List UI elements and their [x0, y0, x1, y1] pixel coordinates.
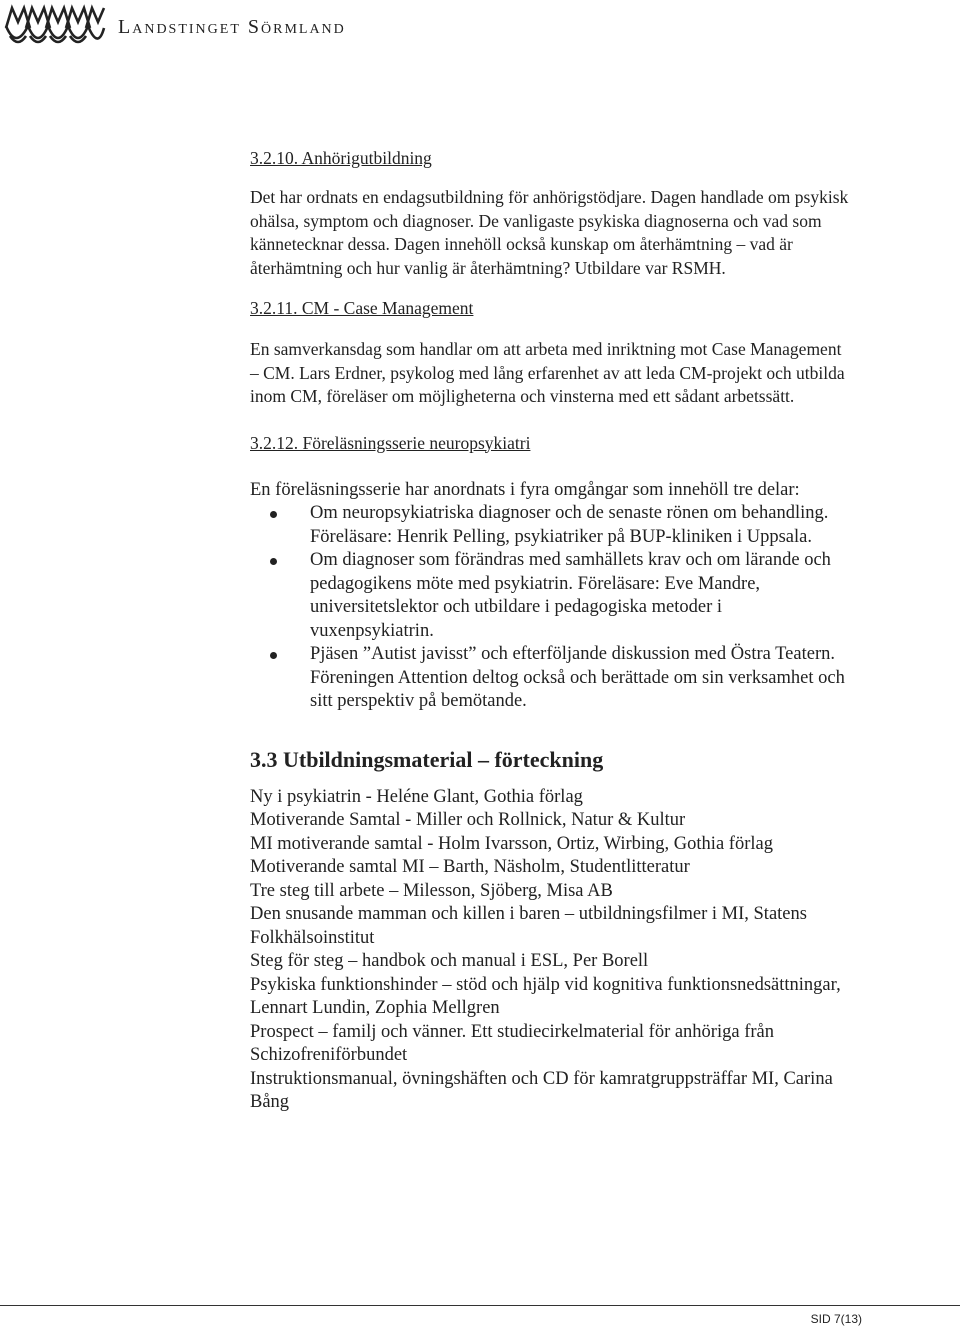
section-paragraph: Det har ordnats en endagsutbildning för anhörigstödjare. Dagen handlade om psykisk ohälsa, symptom och diagnoser. De vanligaste psykiska diagnoserna och vad som kännetecknar dessa. Dagen innehöll också kunskap om återhämtning – vad är återhämtning och hur vanlig är återhämtning? Utbildare var RSMH. [250, 187, 849, 278]
list-item: Psykiska funktionshinder – stöd och hjälp vid kognitiva funktionsnedsättningar, Lennart Lundin, Zophia Mellgren [250, 974, 841, 1018]
section-heading: 3.2.12. Föreläsningsserie neuropsykiatri [250, 432, 531, 453]
section-heading: 3.2.11. CM - Case Management [250, 298, 474, 318]
document-body [250, 146, 850, 1115]
section-3-3-heading: 3.3 Utbildningsmaterial – förteckning [250, 746, 604, 772]
bullet-icon [270, 558, 277, 565]
list-item: Pjäsen ”Autist javisst” och efterföljande diskussion med Östra Teatern. Föreningen Attention deltog också och berättade om sin verksamhet och sitt perspektiv på bemötande. [310, 643, 850, 714]
organization-name: Landstinget Sörmland [118, 15, 346, 38]
page-header [4, 2, 346, 52]
list-item: Om diagnoser som förändras med samhällets krav och om lärande och pedagogikens möte med psykiatrin. Föreläsare: Eve Mandre, universitetslektor och utbildare i pedagogiska metoder i vuxenpsykiatrin. [310, 549, 850, 643]
footer-divider [0, 1305, 960, 1306]
list-item: Steg för steg – handbok och manual i ESL, Per Borell [250, 951, 649, 971]
list-item: Den snusande mamman och killen i baren – utbildningsfilmer i MI, Statens Folkhälsoinstitut [250, 904, 807, 948]
bullet-icon [270, 511, 277, 518]
material-list [250, 786, 850, 1115]
landstinget-logo-icon [4, 2, 106, 52]
list-item: Motiverande Samtal - Miller och Rollnick, Natur & Kultur [250, 810, 686, 830]
list-item: Om neuropsykiatriska diagnoser och de senaste rönen om behandling. Föreläsare: Henrik Pelling, psykiatriker på BUP-kliniken i Uppsala. [310, 502, 850, 549]
list-item: Ny i psykiatrin - Heléne Glant, Gothia förlag [250, 786, 583, 807]
list-item: Tre steg till arbete – Milesson, Sjöberg, Misa AB [250, 880, 613, 901]
bullet-icon [270, 652, 277, 659]
section-3-2-11 [250, 296, 850, 409]
list-item: MI motiverande samtal - Holm Ivarsson, Ortiz, Wirbing, Gothia förlag [250, 833, 773, 854]
section-paragraph: En samverkansdag som handlar om att arbeta med inriktning mot Case Management – CM. Lars Erdner, psykolog med lång erfarenhet av att leda CM-projekt och utbilda inom CM, föreläser om möjligheterna och vinsterna med ett sådant arbetssätt. [250, 339, 845, 406]
list-item: Prospect – familj och vänner. Ett studiecirkelmaterial för anhöriga från Schizofreniförbundet [250, 1021, 774, 1065]
section-3-2-12 [250, 431, 850, 714]
list-item: Instruktionsmanual, övningshäften och CD för kamratgruppsträffar MI, Carina Bång [250, 1068, 833, 1112]
bullet-list [250, 502, 850, 714]
page-number: SID 7(13) [810, 1312, 862, 1326]
section-heading: 3.2.10. Anhörigutbildning [250, 148, 432, 168]
section-3-2-10 [250, 146, 850, 280]
list-item: Motiverande samtal MI – Barth, Näsholm, Studentlitteratur [250, 857, 690, 877]
section-intro: En föreläsningsserie har anordnats i fyra omgångar som innehöll tre delar: [250, 479, 800, 500]
